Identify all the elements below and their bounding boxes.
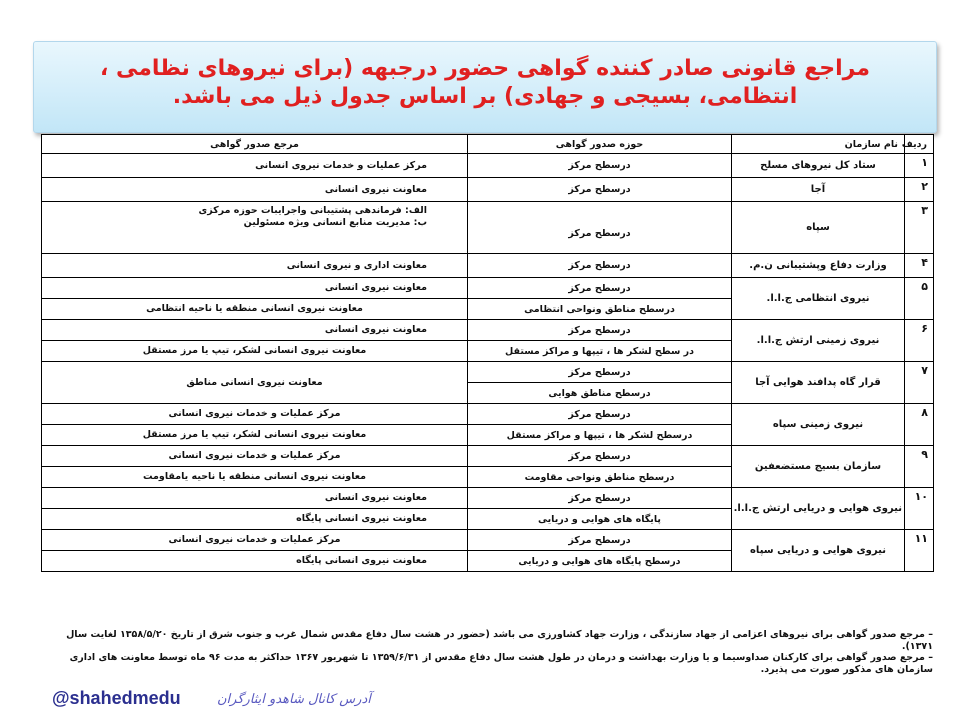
issuing-authority: مرکز عملیات و خدمات نیروی انسانی	[42, 446, 468, 467]
org-name: آجا	[732, 178, 905, 202]
channel-caption: آدرس کانال شاهدو ایثارگران	[217, 692, 371, 707]
issuing-area: درسطح مناطق هوایی	[468, 383, 732, 404]
issuing-authority: مرکز عملیات و خدمات نیروی انسانی	[42, 154, 468, 178]
col-header-row-no: ردیف	[905, 135, 934, 154]
issuing-authority: معاونت نیروی انسانی منطقه یا ناحیه یامقاومت	[42, 467, 468, 488]
org-name: سازمان بسیج مستضعفین	[732, 446, 905, 488]
table-row	[42, 278, 934, 299]
issuing-area: درسطح مرکز	[468, 154, 732, 178]
issuing-authority-line-b: ب: مدیریت منابع انسانی ویژه مسئولین	[243, 217, 427, 228]
org-name: نیروی زمینی ارتش ج.ا.ا.	[732, 320, 905, 362]
issuing-area: در سطح لشکر ها ، تیپها و مراکز مستقل	[468, 341, 732, 362]
issuing-area: درسطح مناطق ونواحی انتظامی	[468, 299, 732, 320]
org-name: نیروی زمینی سپاه	[732, 404, 905, 446]
table-row	[42, 446, 934, 467]
org-name: نیروی هوایی و دریایی ارتش ج.ا.ا.	[732, 488, 905, 530]
issuing-area: درسطح پایگاه های هوایی و دریایی	[468, 551, 732, 572]
row-number: ۸	[905, 404, 934, 446]
issuing-area: درسطح لشکر ها ، تیپها و مراکز مستقل	[468, 425, 732, 446]
row-number: ۲	[905, 178, 934, 202]
issuing-authority: معاونت نیروی انسانی لشکر، تیپ یا مرز مستقل	[42, 341, 468, 362]
issuing-authority: معاونت نیروی انسانی پایگاه	[42, 509, 468, 530]
issuing-area: درسطح مرکز	[468, 404, 732, 425]
row-number: ۱۱	[905, 530, 934, 572]
title-banner	[33, 41, 937, 133]
footnote-jahad: – مرجع صدور گواهی برای نیروهای اعزامی از جهاد سازندگی ، وزارت جهاد کشاورزی می باشد (حضور در هشت سال دفاع مقدس شمال غرب و جنوب شرق از تاریخ ۱۳۵۸/۵/۲۰ لغایت سال ۱۳۷۱).	[66, 629, 933, 652]
issuing-area: درسطح مرکز	[468, 178, 732, 202]
row-number: ۱۰	[905, 488, 934, 530]
table-row	[42, 488, 934, 509]
row-number: ۵	[905, 278, 934, 320]
table-row	[42, 254, 934, 278]
title-line-1: مراجع قانونی صادر کننده گواهی حضور درجبهه (برای نیروهای نظامی ،	[100, 56, 870, 81]
col-header-org: نام سازمان	[732, 135, 905, 154]
org-name: سپاه	[732, 202, 905, 254]
org-name: قرار گاه پدافند هوایی آجا	[732, 362, 905, 404]
issuing-authority: معاونت نیروی انسانی	[42, 488, 468, 509]
issuing-area: درسطح مرکز	[468, 254, 732, 278]
issuing-area: درسطح مرکز	[468, 530, 732, 551]
issuing-authority: معاونت اداری و نیروی انسانی	[42, 254, 468, 278]
table-row	[42, 178, 934, 202]
issuing-authority: مرکز عملیات و خدمات نیروی انسانی	[42, 530, 468, 551]
table-row	[42, 530, 934, 551]
row-number: ۷	[905, 362, 934, 404]
col-header-issuer: مرجع صدور گواهی	[42, 135, 468, 154]
issuing-authority: معاونت نیروی انسانی	[42, 320, 468, 341]
issuing-authority: معاونت نیروی انسانی منطقه یا ناحیه انتظامی	[42, 299, 468, 320]
issuing-authority: مرکز عملیات و خدمات نیروی انسانی	[42, 404, 468, 425]
issuing-authority: معاونت نیروی انسانی	[42, 178, 468, 202]
channel-handle: @shahedmedu	[52, 688, 181, 708]
org-name: وزارت دفاع وپشتیبانی ن.م.	[732, 254, 905, 278]
issuing-area: درسطح مرکز	[468, 320, 732, 341]
table-row	[42, 320, 934, 341]
row-number: ۳	[905, 202, 934, 254]
issuing-area: درسطح مناطق ونواحی مقاومت	[468, 467, 732, 488]
issuing-authority: معاونت نیروی انسانی لشکر، تیپ یا مرز مستقل	[42, 425, 468, 446]
org-name: نیروی انتظامی ج.ا.ا.	[732, 278, 905, 320]
table-row	[42, 404, 934, 425]
issuing-authority-line-a: الف: فرماندهی پشتیبانی واجرایبات حوزه مرکزی	[198, 205, 427, 216]
row-number: ۹	[905, 446, 934, 488]
issuing-authority: معاونت نیروی انسانی مناطق	[42, 362, 468, 404]
footnotes	[41, 629, 933, 675]
table-row	[42, 202, 934, 254]
issuing-authority: معاونت نیروی انسانی	[42, 278, 468, 299]
issuing-area: درسطح مرکز	[468, 202, 732, 254]
row-number: ۱	[905, 154, 934, 178]
title-line-2: انتظامی، بسیجی و جهادی) بر اساس جدول ذیل می باشد.	[172, 84, 798, 109]
table-header-row	[42, 135, 934, 154]
issuing-area: درسطح مرکز	[468, 488, 732, 509]
issuing-area: درسطح مرکز	[468, 362, 732, 383]
table-row	[42, 362, 934, 383]
org-name: ستاد کل نیروهای مسلح	[732, 154, 905, 178]
table-row	[42, 154, 934, 178]
row-number: ۶	[905, 320, 934, 362]
col-header-area: حوزه صدور گواهی	[468, 135, 732, 154]
issuing-area: درسطح مرکز	[468, 278, 732, 299]
issuers-table	[41, 134, 934, 572]
footnote-broadcast-health: – مرجع صدور گواهی برای کارکنان صداوسیما و یا وزارت بهداشت و درمان در طول هشت سال دفاع مقدس از ۱۳۵۹/۶/۳۱ تا شهریور ۱۳۶۷ حداکثر به مدت ۹۶ ماه توسط معاونت های اداری سازمان های مذکور صورت می پذیرد.	[69, 652, 933, 675]
row-number: ۴	[905, 254, 934, 278]
issuing-area: پایگاه های هوایی و دریایی	[468, 509, 732, 530]
issuing-authority	[42, 202, 468, 254]
issuing-authority: معاونت نیروی انسانی پایگاه	[42, 551, 468, 572]
org-name: نیروی هوایی و دریایی سپاه	[732, 530, 905, 572]
issuing-area: درسطح مرکز	[468, 446, 732, 467]
